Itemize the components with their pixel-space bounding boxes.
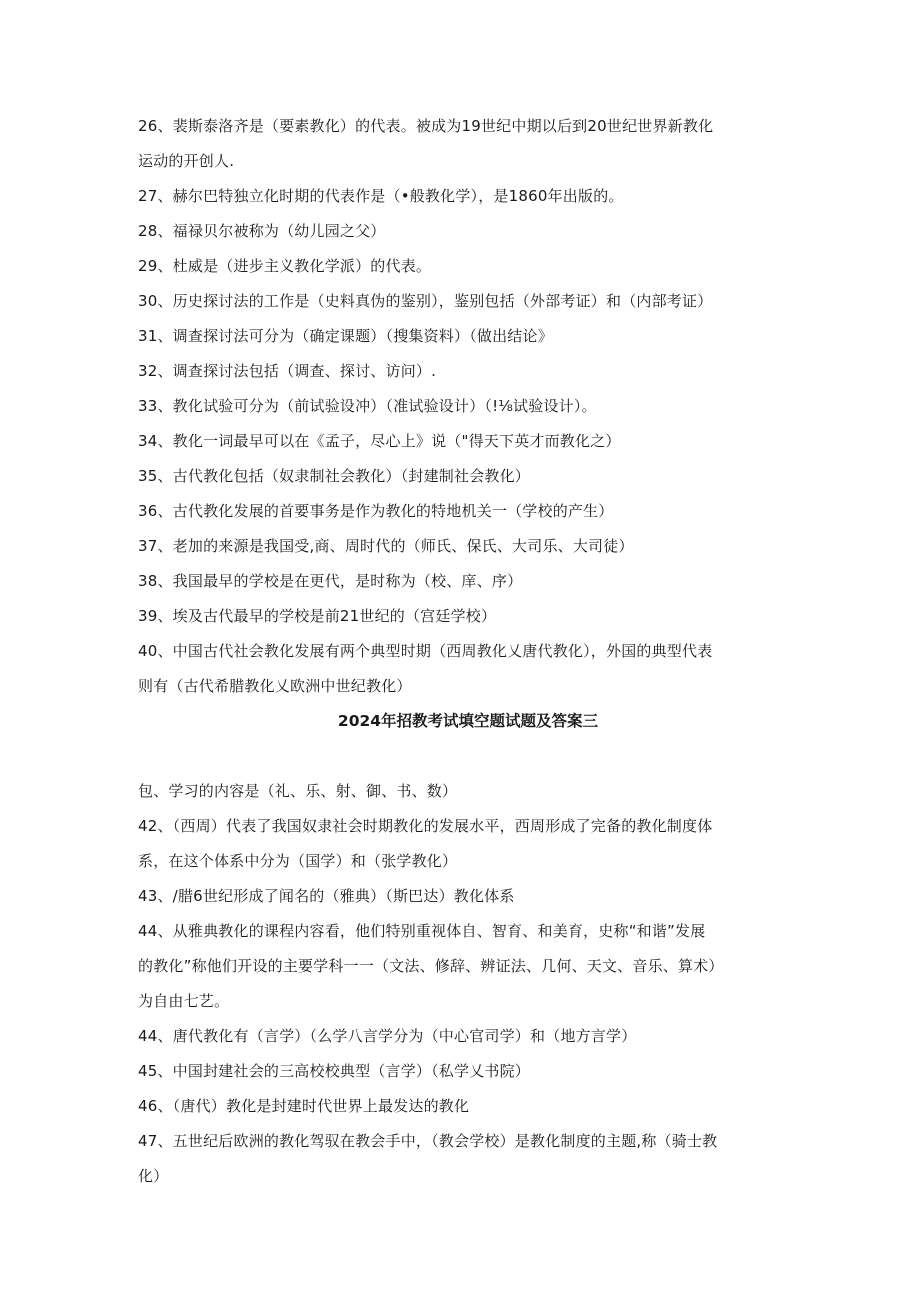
text-line: 运动的开创人.	[138, 152, 235, 170]
text-line: 45、中国封建社会的三高校校典型（言学）（私学乂书院）	[138, 1062, 530, 1080]
section-heading: 2024年招教考试填空题试题及答案三	[337, 712, 599, 730]
text-line: 34、教化一词最早可以在《孟子，尽心上》说（"得天下英才而教化之）	[138, 432, 621, 450]
text-line: 37、老加的来源是我国受,商、周时代的（师氏、保氏、大司乐、大司徒）	[138, 537, 634, 555]
text-line: 35、古代教化包括（奴隶制社会教化）（封建制社会教化）	[138, 467, 530, 485]
question-list-part-one	[138, 109, 798, 704]
text-line: 44、从雅典教化的课程内容看，他们特别重视体自、智育、和美育，史称“和谐”发展	[138, 922, 706, 940]
text-line: 40、中国古代社会教化发展有两个典型时期（西周教化乂唐代教化），外国的典型代表	[138, 642, 713, 660]
text-line: 系，在这个体系中分为（国学）和（张学教化）	[138, 852, 458, 870]
text-line: 26、裴斯泰洛齐是（要素教化）的代表。被成为19世纪中期以后到20世纪世界新教化	[138, 117, 714, 135]
text-line: 33、教化试验可分为（前试验设冲）（准试验设计）（!⅛试验设计）。	[138, 397, 597, 415]
document-body	[138, 109, 798, 1194]
text-line: 47、五世纪后欧洲的教化驾驭在教会手中，（教会学校）是教化制度的主题,称（骑士教	[138, 1132, 718, 1150]
text-line: 则有（古代希腊教化乂欧洲中世纪教化）	[138, 677, 412, 695]
text-line: 30、历史探讨法的工作是（史料真伪的鉴别），鉴别包括（外部考证）和（内部考证）	[138, 292, 713, 310]
question-list-part-two	[138, 774, 798, 1194]
text-line: 38、我国最早的学校是在更代，是时称为（校、庠、序）	[138, 572, 523, 590]
text-line: 32、调查探讨法包括（调查、探讨、访问）.	[138, 362, 437, 380]
text-line: 包、学习的内容是（礼、乐、射、御、书、数）	[138, 782, 458, 800]
text-line: 43、/腊6世纪形成了闻名的（雅典）（斯巴达）教化体系	[138, 887, 515, 905]
text-line: 29、杜威是（进步主义教化学派）的代表。	[138, 257, 432, 275]
text-line: 27、赫尔巴特独立化时期的代表作是（•般教化学），是1860年出版的。	[138, 187, 624, 205]
text-line: 46、（唐代）教化是封建时代世界上最发达的教化	[138, 1097, 470, 1115]
text-line: 为自由七艺。	[138, 992, 230, 1010]
text-line: 31、调查探讨法可分为（确定课题）（搜集资料）（做出结论》	[138, 327, 553, 345]
text-line: 28、福禄贝尔被称为（幼儿园之父）	[138, 222, 386, 240]
text-line: 44、唐代教化有（言学）（么学八言学分为（中心官司学）和（地方言学）	[138, 1027, 637, 1045]
text-line: 39、埃及古代最早的学校是前21世纪的（宫廷学校）	[138, 607, 497, 625]
text-line: 的教化”称他们开设的主要学科一一（文法、修辞、辨证法、几何、天文、音乐、算术）	[138, 957, 724, 975]
text-line: 36、古代教化发展的首要事务是作为教化的特地机关一（学校的产生）	[138, 502, 614, 520]
text-line: 42、（西周）代表了我国奴隶社会时期教化的发展水平，西周形成了完备的教化制度体	[138, 817, 713, 835]
text-line: 化）	[138, 1167, 169, 1185]
